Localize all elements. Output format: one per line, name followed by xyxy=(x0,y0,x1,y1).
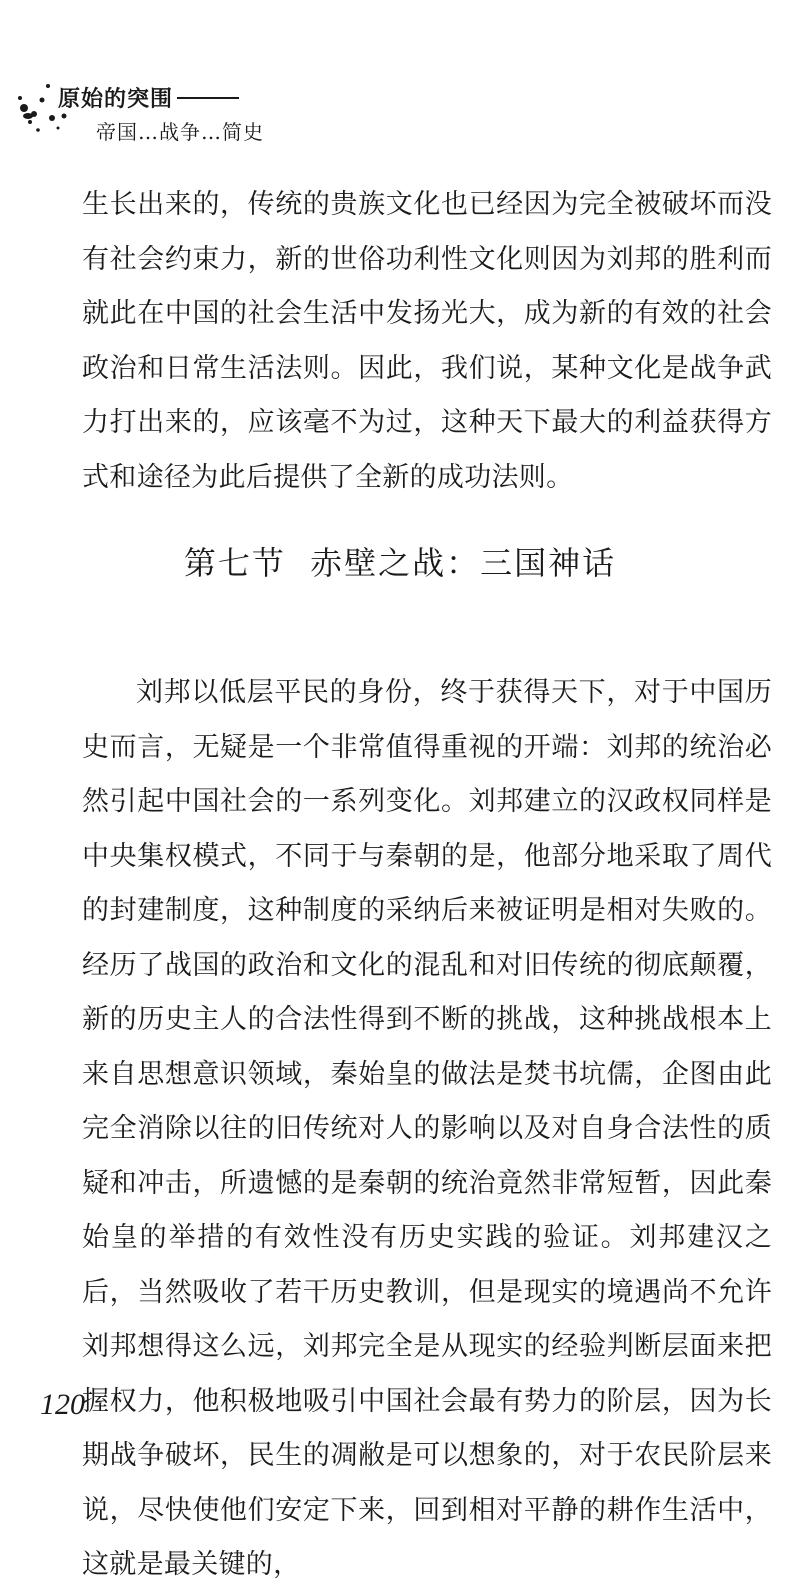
running-header xyxy=(14,78,334,148)
book-title: 原始的突围 xyxy=(58,82,239,113)
book-subtitle: 帝国…战争…简史 xyxy=(96,120,264,144)
page-number: 120 xyxy=(40,1388,85,1421)
title-dash xyxy=(177,97,239,99)
body-paragraph: 刘邦以低层平民的身份，终于获得天下，对于中国历史而言，无疑是一个非常值得重视的开端：刘邦的统治必然引起中国社会的一系列变化。刘邦建立的汉政权同样是中央集权模式，不同于与秦朝的是，他部分地采取了周代的封建制度，这种制度的采纳后来被证明是相对失败的。经历了战国的政治和文化的混乱和对旧传统的彻底颠覆，新的历史主人的合法性得到不断的挑战，这种挑战根本上来自思想意识领域，秦始皇的做法是焚书坑儒，企图由此完全消除以往的旧传统对人的影响以及对自身合法性的质疑和冲击，所遗憾的是秦朝的统治竟然非常短暂，因此秦始皇的举措的有效性没有历史实践的验证。刘邦建汉之后，当然吸收了若干历史教训，但是现实的境遇尚不允许刘邦想得这么远，刘邦完全是从现实的经验判断层面来把握权力，他积极地吸引中国社会最有势力的阶层，因为长期战争破坏，民生的凋敝是可以想象的，对于农民阶层来说，尽快使他们安定下来，回到相对平静的耕作生活中，这就是最关键的， xyxy=(82,677,772,1580)
section-heading: 第七节 赤壁之战：三国神话 xyxy=(183,544,617,582)
body-paragraph: 生长出来的，传统的贵族文化也已经因为完全被破坏而没有社会约束力，新的世俗功利性文化则因为刘邦的胜利而就此在中国的社会生活中发扬光大，成为新的有效的社会政治和日常生活法则。因此，我们说，某种文化是战争武力打出来的，应该毫不为过，这种天下最大的利益获得方式和途径为此后提供了全新的成功法则。 xyxy=(82,189,772,493)
